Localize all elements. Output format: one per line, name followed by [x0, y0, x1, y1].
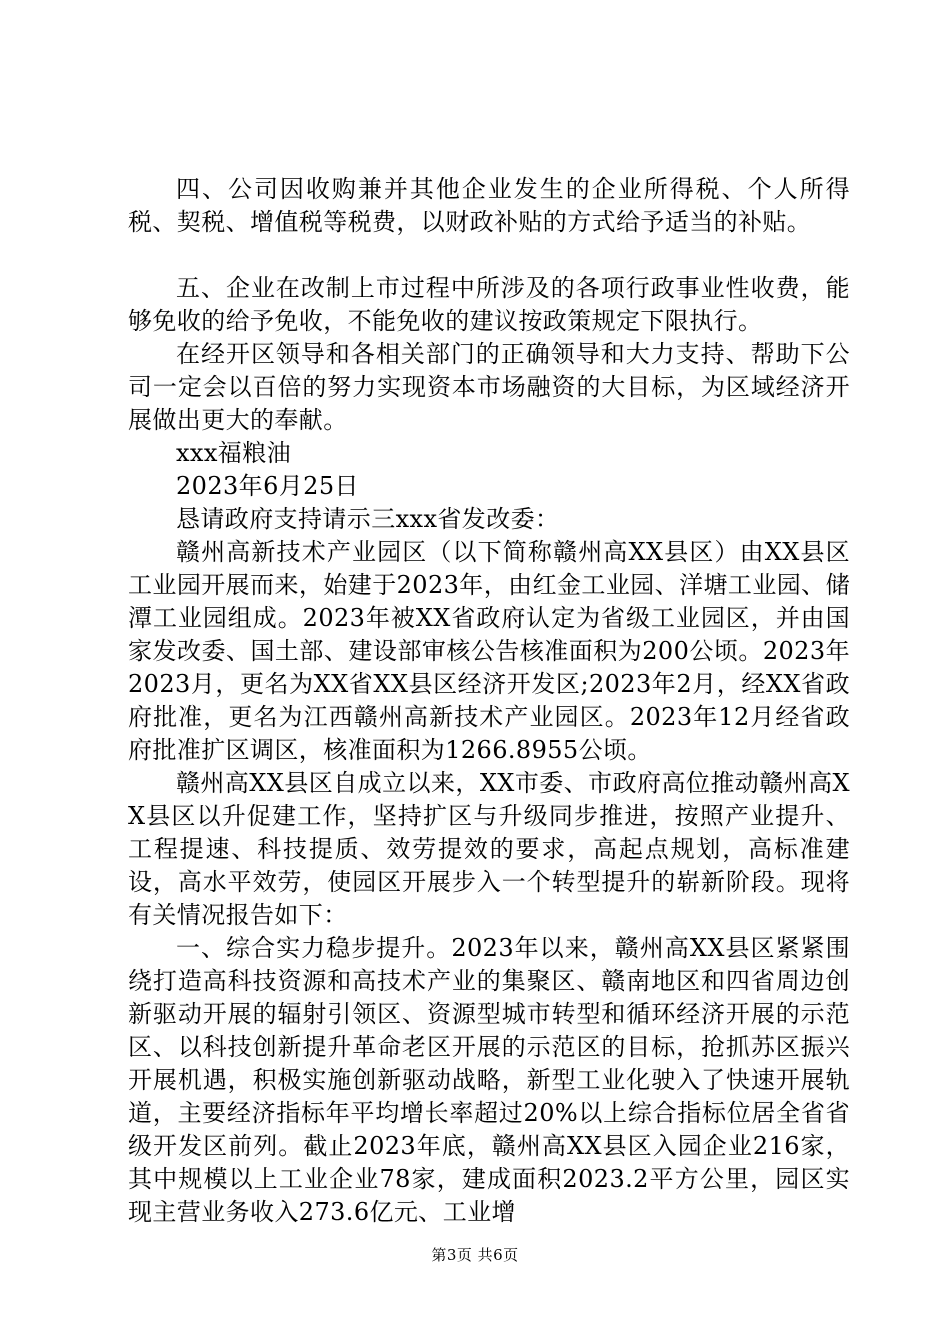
request-heading: 恳请政府支持请示三xxx省发改委：: [176, 505, 560, 533]
document-body: [128, 173, 850, 1229]
page-number: 第3页 共6页: [431, 1246, 519, 1264]
signature-date: 2023年6月25日: [176, 472, 359, 500]
paragraph-park-history: 赣州高新技术产业园区（以下简称赣州高XX县区）由XX县区工业园开展而来，始建于2023年，由红金工业园、洋塘工业园、储潭工业园组成。2023年被XX省政府认定为省级工业园区，并由国家发改委、国土部、建设部审核公告核准面积为200公顷。2023年2023月，更名为XX省XX县区经济开发区;2023年2月，经XX省政府批准，更名为江西赣州高新技术产业园区。2023年12月经省政府批准扩区调区，核准面积为1266.8955公顷。: [128, 538, 850, 764]
paragraph-closing: 在经开区领导和各相关部门的正确领导和大力支持、帮助下公司一定会以百倍的努力实现资本市场融资的大目标，为区域经济开展做出更大的奉献。: [128, 340, 850, 434]
paragraph-4: 四、公司因收购兼并其他企业发生的企业所得税、个人所得税、契税、增值税等税费，以财政补贴的方式给予适当的补贴。: [128, 175, 850, 236]
paragraph-strength: 一、综合实力稳步提升。2023年以来，赣州高XX县区紧紧围绕打造高科技资源和高技术产业的集聚区、赣南地区和四省周边创新驱动开展的辐射引领区、资源型城市转型和循环经济开展的示范区、以科技创新提升革命老区开展的示范区的目标，抢抓苏区振兴开展机遇，积极实施创新驱动战略，新型工业化驶入了快速开展轨道，主要经济指标年平均增长率超过20%以上综合指标位居全省省级开发区前列。截止2023年底，赣州高XX县区入园企业216家，其中规模以上工业企业78家，建成面积2023.2平方公里，园区实现主营业务收入273.6亿元、工业增: [128, 934, 850, 1226]
signature-company: xxx福粮油: [176, 439, 292, 467]
paragraph-park-development: 赣州高XX县区自成立以来，XX市委、市政府高位推动赣州高XX县区以升促建工作，坚持扩区与升级同步推进，按照产业提升、工程提速、科技提质、效劳提效的要求，高起点规划，高标准建设，高水平效劳，使园区开展步入一个转型提升的崭新阶段。现将有关情况报告如下：: [128, 769, 850, 929]
paragraph-5: 五、企业在改制上市过程中所涉及的各项行政事业性收费，能够免收的给予免收，不能免收的建议按政策规定下限执行。: [128, 274, 850, 335]
